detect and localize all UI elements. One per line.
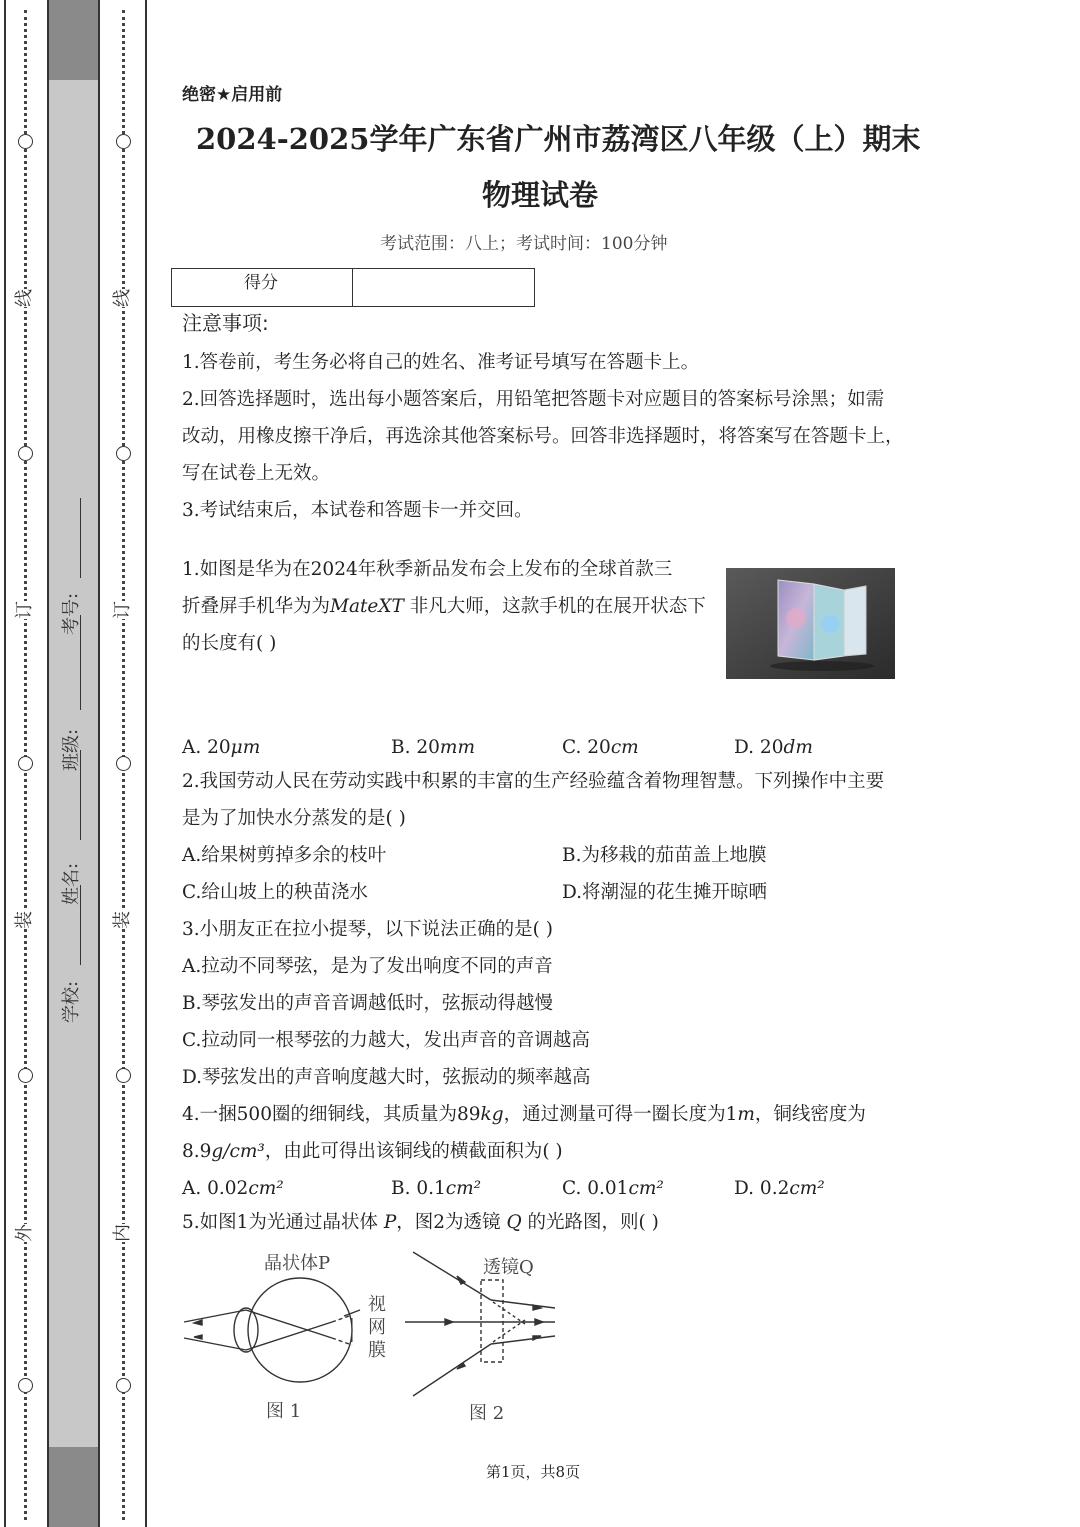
option-label: A. 0.02	[182, 1178, 249, 1199]
q4-option-a	[182, 1177, 284, 1201]
notice-item: 改动，用橡皮擦干净后，再选涂其他答案标号。回答非选择题时，将答案写在答题卡上，	[182, 426, 904, 447]
q2-stem: 2.我国劳动人民在劳动实践中积累的丰富的生产经验蕴含着物理智慧。下列操作中主要	[182, 771, 885, 792]
option-unit: cm²	[248, 1178, 284, 1199]
notice-item: 2.回答选择题时，选出每小题答案后，用铅笔把答题卡对应题目的答案标号涂黑；如需	[182, 389, 885, 410]
q2-stem: 是为了加快水分蒸发的是( )	[182, 808, 406, 829]
binding-line	[145, 0, 147, 1527]
option-label: D. 20	[734, 737, 784, 758]
q2-option-c: C.给山坡上的秧苗浇水	[182, 882, 368, 903]
q5-text: 5.如图1为光通过晶状体	[182, 1212, 378, 1233]
school-field-label: 学校:	[61, 980, 82, 1023]
q3-option-c: C.拉动同一根琴弦的力越大，发出声音的音调越高	[182, 1030, 590, 1051]
binding-line	[4, 0, 6, 1527]
q1-text: 折叠屏手机华为为	[182, 596, 331, 617]
q1-text: 非凡大师，这款手机的在展开状态下	[403, 596, 706, 617]
notice-item: 3.考试结束后，本试卷和答题卡一并交回。	[182, 500, 533, 521]
binding-label-outer: 外	[8, 1224, 38, 1242]
binding-label-outer: 订	[8, 601, 38, 619]
q4-text: 8.9	[182, 1141, 212, 1162]
option-label: B. 0.1	[391, 1178, 446, 1199]
q5-stem	[182, 1211, 659, 1235]
fig1-side-label: 视	[368, 1294, 386, 1315]
binding-strip-bottom	[48, 1447, 98, 1527]
option-label: C. 0.01	[562, 1178, 629, 1199]
exam-number-field-line[interactable]	[80, 498, 82, 578]
option-label: D. 0.2	[734, 1178, 790, 1199]
option-unit: dm	[783, 737, 813, 758]
q1-option-d	[734, 736, 813, 760]
option-unit: μm	[230, 737, 261, 758]
binding-strip-top	[48, 0, 98, 80]
notice-heading: 注意事项:	[182, 311, 269, 335]
option-unit: cm²	[628, 1178, 664, 1199]
q3-option-b: B.琴弦发出的声音音调越低时，弦振动得越慢	[182, 993, 553, 1014]
circle-mark	[116, 1378, 131, 1393]
notice-item: 写在试卷上无效。	[182, 463, 331, 484]
circle-mark	[18, 1068, 33, 1083]
score-label-cell	[171, 268, 353, 307]
fig1-label: 晶状体P	[264, 1253, 331, 1274]
circle-mark	[116, 446, 131, 461]
circle-mark	[116, 1068, 131, 1083]
q1-math: MateXT	[330, 596, 404, 617]
fig2-label: 透镜Q	[483, 1257, 534, 1278]
circle-mark	[18, 134, 33, 149]
q4-unit: kg	[480, 1104, 504, 1125]
q1-option-a	[182, 736, 260, 760]
q1-stem: 1.如图是华为在2024年秋季新品发布会上发布的全球首款三	[182, 559, 673, 580]
option-unit: cm²	[445, 1178, 482, 1199]
q4-stem	[182, 1140, 563, 1164]
secret-mark: 绝密★启用前	[182, 85, 283, 105]
q4-option-b	[391, 1177, 481, 1201]
binding-label-outer: 线	[8, 289, 38, 307]
option-label: A. 20	[182, 737, 231, 758]
q1-stem: 的长度有( )	[182, 633, 277, 654]
score-value-cell[interactable]	[352, 268, 535, 307]
option-unit: cm	[610, 737, 639, 758]
q4-stem	[182, 1103, 866, 1127]
circle-mark	[116, 134, 131, 149]
fig1-side-label: 膜	[368, 1340, 386, 1361]
score-label: 得分	[244, 273, 278, 293]
q2-option-d: D.将潮湿的花生摊开晾晒	[562, 882, 768, 903]
q2-option-a: A.给果树剪掉多余的枝叶	[182, 845, 387, 866]
fig1-caption: 图 1	[266, 1401, 302, 1422]
q3-stem: 3.小朋友正在拉小提琴，以下说法正确的是( )	[182, 919, 553, 940]
fig2-caption: 图 2	[469, 1403, 505, 1424]
binding-label-inner: 订	[106, 601, 136, 619]
binding-label-outer: 装	[8, 911, 38, 929]
q4-unit: m	[737, 1104, 755, 1125]
q4-option-c	[562, 1177, 664, 1201]
figure-2-lens	[405, 1250, 565, 1430]
name-field-label: 姓名:	[61, 862, 82, 905]
q3-option-a: A.拉动不同琴弦，是为了发出响度不同的声音	[182, 956, 553, 977]
page-subtitle: 物理试卷	[482, 178, 599, 212]
q4-text: ，通过测量可得一圈长度为1	[503, 1104, 738, 1125]
binding-label-inner: 内	[106, 1224, 136, 1242]
circle-mark	[18, 1378, 33, 1393]
page-title: 2024-2025学年广东省广州市荔湾区八年级（上）期末	[196, 122, 921, 156]
circle-mark	[116, 756, 131, 771]
exam-meta: 考试范围：八上；考试时间：100分钟	[380, 234, 668, 254]
q4-text: 4.一捆500圈的细铜线，其质量为89	[182, 1104, 481, 1125]
q4-option-d	[734, 1177, 825, 1201]
q5-text: ，图2为透镜	[396, 1212, 501, 1233]
fig1-side-label: 网	[368, 1317, 386, 1338]
circle-mark	[18, 756, 33, 771]
binding-line	[98, 0, 100, 1527]
exam-number-field-label: 考号:	[61, 592, 82, 635]
q5-text: 的光路图，则( )	[527, 1212, 659, 1233]
q1-option-b	[391, 736, 475, 760]
page-footer: 第1页，共8页	[486, 1463, 581, 1481]
q2-option-b: B.为移栽的茄苗盖上地膜	[562, 845, 767, 866]
q4-unit: g/cm³	[211, 1141, 265, 1162]
binding-line	[47, 0, 49, 1527]
q4-text: ，由此可得出该铜线的横截面积为( )	[264, 1141, 563, 1162]
q4-text: ，铜线密度为	[754, 1104, 866, 1125]
q1-option-c	[562, 736, 639, 760]
option-label: B. 20	[391, 737, 440, 758]
option-label: C. 20	[562, 737, 611, 758]
q3-option-d: D.琴弦发出的声音响度越大时，弦振动的频率越高	[182, 1067, 591, 1088]
q5-math: Q	[506, 1212, 522, 1233]
q1-stem	[182, 595, 706, 619]
option-unit: cm²	[789, 1178, 825, 1199]
binding-label-inner: 装	[106, 911, 136, 929]
phone-image	[726, 568, 895, 679]
binding-label-inner: 线	[106, 289, 136, 307]
circle-mark	[18, 446, 33, 461]
class-field-label: 班级:	[61, 728, 82, 771]
option-unit: mm	[439, 737, 475, 758]
q5-math: P	[383, 1212, 397, 1233]
figure-1-eye	[180, 1250, 400, 1430]
notice-item: 1.答卷前，考生务必将自己的姓名、准考证号填写在答题卡上。	[182, 352, 700, 373]
